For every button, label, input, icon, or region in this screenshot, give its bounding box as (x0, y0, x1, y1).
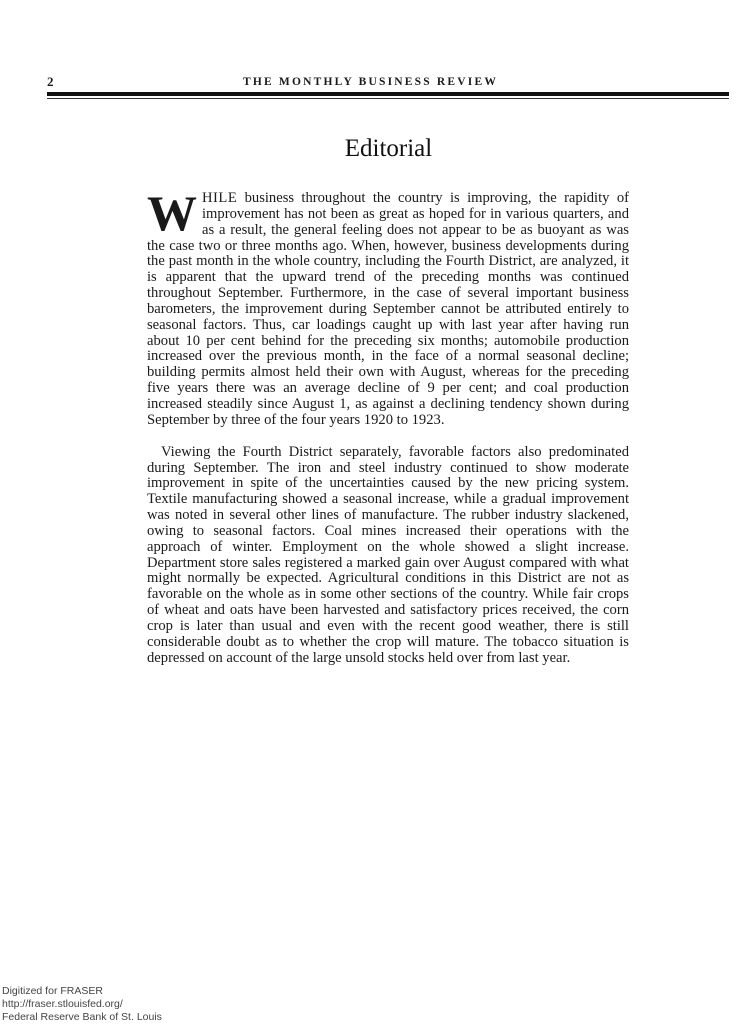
footer-line-3: Federal Reserve Bank of St. Louis (2, 1011, 162, 1023)
digitization-footer (2, 985, 162, 1024)
paragraph-1-text: business throughout the country is improving, the rapidity of improvement has not been as great as hoped for in various quarters, and as a result, the general feeling does not appear to be as buoyant as was the case two or three months ago. When, however, business developments during the past month in the whole country, including the Fourth District, are analyzed, it is apparent that the upward trend of the preceding months was continued throughout September. Furthermore, in the case of several important business barometers, the improvement during September cannot be attributed entirely to seasonal factors. Thus, car loadings caught up with last year after having run about 10 per cent behind for the preceding six months; automobile production increased over the previous month, in the face of a normal seasonal decline; building permits almost held their own with August, whereas for the preceding five years there was an average decline of 9 per cent; and coal production increased steadily since August 1, as against a declining tendency shown during September by three of the four years 1920 to 1923. (147, 190, 629, 428)
article-title: Editorial (344, 135, 433, 162)
header-rule-thin (47, 98, 729, 99)
footer-line-1: Digitized for FRASER (2, 985, 103, 997)
footer-url: http://fraser.stlouisfed.org/ (2, 998, 123, 1010)
paragraph-2: Viewing the Fourth District separately, favorable factors also predominated during September. The iron and steel industry continued to show moderate improvement in spite of the uncertainties caused by the new pricing system. Textile manufacturing showed a seasonal increase, while a gradual improvement was noted in several other lines of manufacture. The rubber industry slackened, owing to seasonal factors. Coal mines increased their operations with the approach of winter. Employment on the whole showed a slight increase. Department store sales registered a marked gain over August compared with what might normally be expected. Agricultural conditions in this District are not as favorable on the whole as in some other sections of the country. While fair crops of wheat and oats have been harvested and satisfactory prices received, the corn crop is later than usual and even with the recent good weather, there is still considerable doubt as to whether the crop will mature. The tobacco situation is depressed on account of the large unsold stocks held over from last year. (147, 443, 629, 666)
lead-caps: HILE (202, 190, 238, 206)
page-number: 2 (47, 74, 54, 89)
paragraph-1 (147, 185, 629, 429)
header-rule-thick (47, 92, 729, 96)
article-body (147, 185, 629, 666)
drop-cap: W (147, 185, 197, 241)
running-head: THE MONTHLY BUSINESS REVIEW (242, 76, 499, 88)
